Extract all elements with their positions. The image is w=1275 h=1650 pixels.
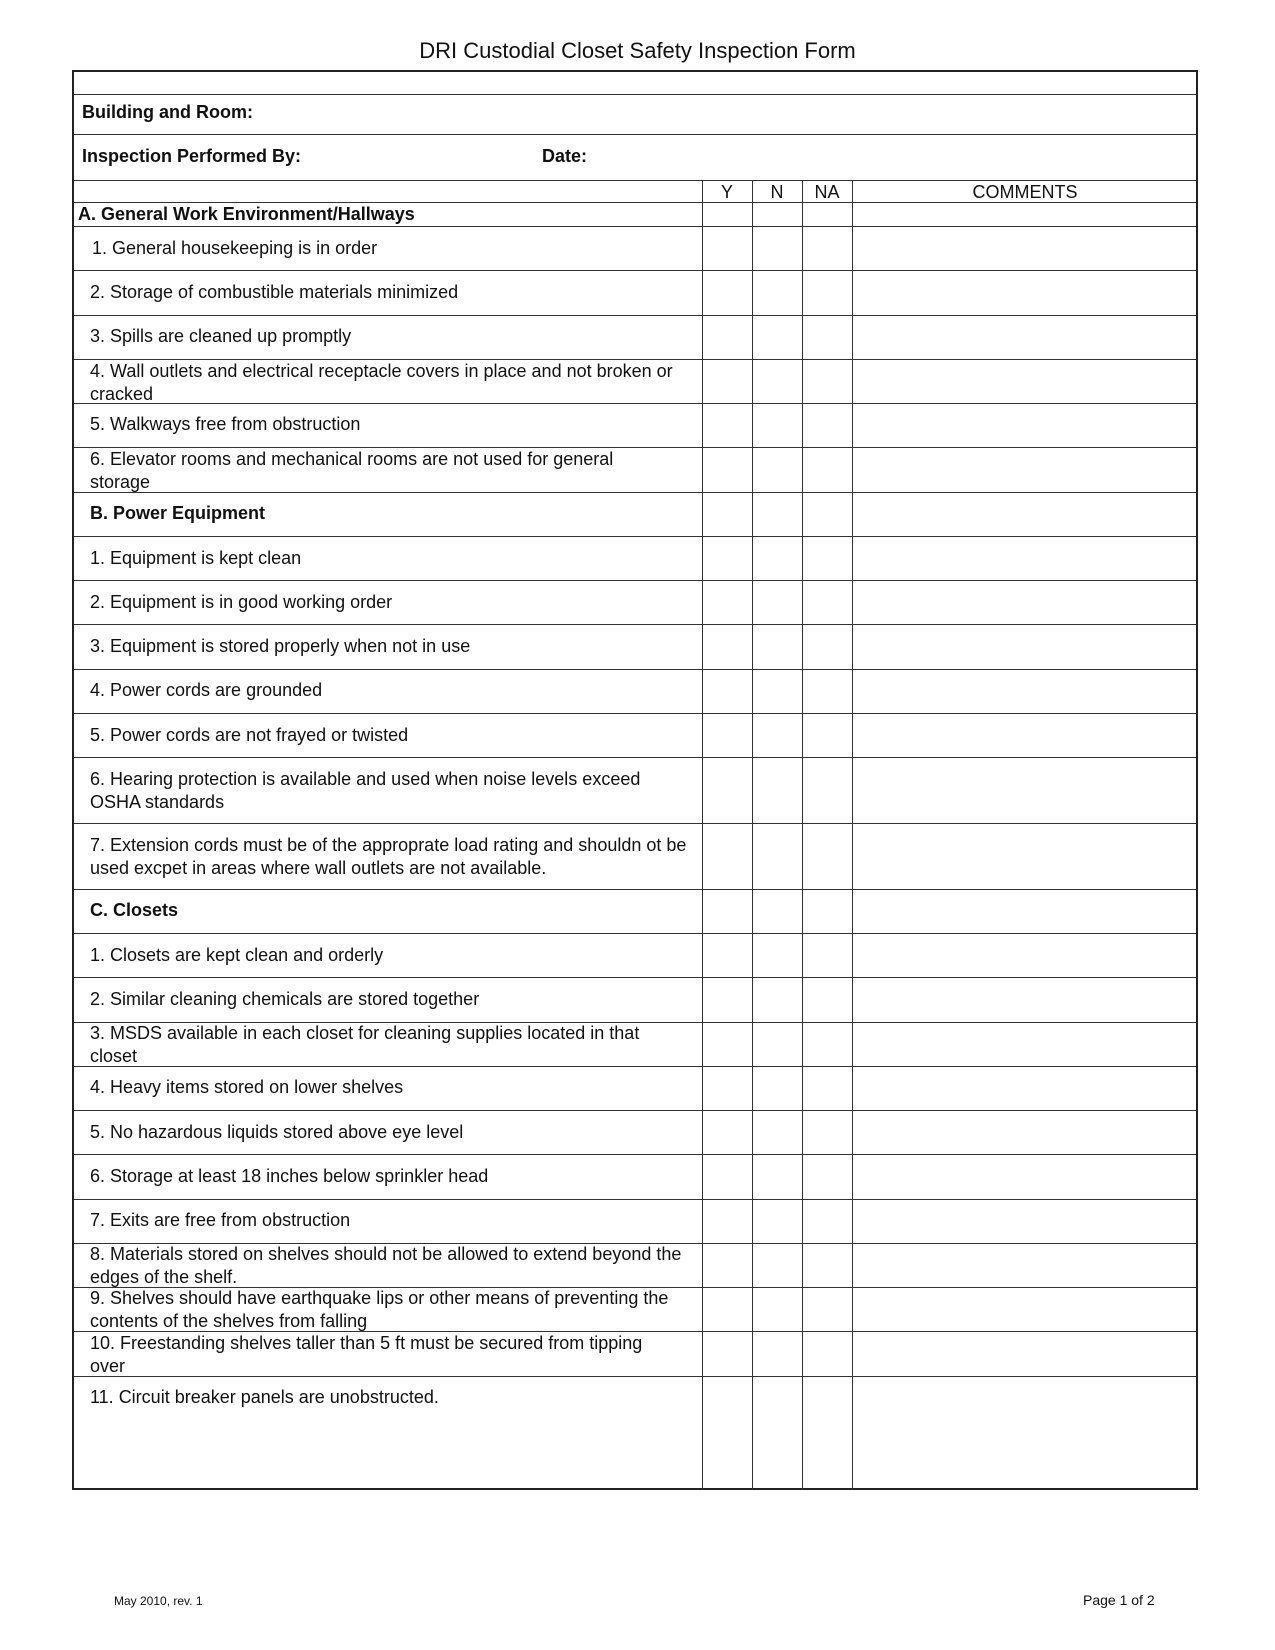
checklist-item-a4: 4. Wall outlets and electrical receptacle covers in place and not broken or cracked — [90, 361, 673, 404]
checklist-item-c8: 8. Materials stored on shelves should not be allowed to extend beyond the edges of the shelf. — [90, 1244, 682, 1287]
section-title-b: B. Power Equipment — [90, 503, 266, 523]
date-label: Date: — [542, 146, 588, 166]
row-divider — [74, 713, 1196, 714]
row-divider — [74, 1199, 1196, 1200]
row-divider — [74, 134, 1196, 135]
checklist-item-a3: 3. Spills are cleaned up promptly — [90, 326, 352, 346]
row-divider — [74, 492, 1196, 493]
revision-note: May 2010, rev. 1 — [114, 1594, 203, 1608]
column-divider — [752, 180, 753, 1490]
section-title-a: A. General Work Environment/Hallways — [78, 204, 415, 224]
checklist-item-c4: 4. Heavy items stored on lower shelves — [90, 1077, 404, 1097]
row-divider — [74, 1154, 1196, 1155]
row-divider — [74, 403, 1196, 404]
checklist-item-c1: 1. Closets are kept clean and orderly — [90, 945, 384, 965]
page-number: Page 1 of 2 — [1083, 1592, 1155, 1608]
checklist-item-b4: 4. Power cords are grounded — [90, 680, 323, 700]
row-divider — [74, 624, 1196, 625]
checklist-item-c9: 9. Shelves should have earthquake lips or other means of preventing the contents of the shelves from falling — [90, 1288, 669, 1331]
inspected-by-label: Inspection Performed By: — [82, 146, 302, 166]
column-divider — [852, 180, 853, 1490]
column-header-na: NA — [814, 182, 840, 202]
checklist-item-b3: 3. Equipment is stored properly when not in use — [90, 636, 471, 656]
checklist-item-a6: 6. Elevator rooms and mechanical rooms are not used for general storage — [90, 449, 614, 492]
checklist-item-b2: 2. Equipment is in good working order — [90, 592, 393, 612]
row-divider — [74, 823, 1196, 824]
row-divider — [74, 270, 1196, 271]
checklist-item-c3: 3. MSDS available in each closet for cleaning supplies located in that closet — [90, 1023, 640, 1066]
checklist-item-b7: 7. Extension cords must be of the approprate load rating and shouldn ot be used excpet in areas where wall outlets are not available. — [90, 835, 687, 878]
checklist-item-c10: 10. Freestanding shelves taller than 5 ft must be secured from tipping over — [90, 1333, 643, 1376]
form-title: DRI Custodial Closet Safety Inspection Form — [419, 38, 856, 63]
row-divider — [74, 757, 1196, 758]
checklist-item-c6: 6. Storage at least 18 inches below sprinkler head — [90, 1166, 489, 1186]
building-room-label: Building and Room: — [82, 102, 253, 122]
inspection-form — [72, 70, 1198, 1490]
checklist-item-c5: 5. No hazardous liquids stored above eye level — [90, 1122, 464, 1142]
row-divider — [74, 1066, 1196, 1067]
column-header-y: Y — [720, 182, 733, 202]
section-title-c: C. Closets — [90, 900, 179, 920]
checklist-item-a2: 2. Storage of combustible materials minimized — [90, 282, 459, 302]
checklist-item-a1: 1. General housekeeping is in order — [92, 238, 378, 258]
column-divider — [702, 180, 703, 1490]
row-divider — [74, 580, 1196, 581]
checklist-item-b5: 5. Power cords are not frayed or twisted — [90, 725, 409, 745]
row-divider — [74, 889, 1196, 890]
column-header-comments: COMMENTS — [972, 182, 1078, 202]
checklist-item-a5: 5. Walkways free from obstruction — [90, 414, 361, 434]
row-divider — [74, 933, 1196, 934]
row-divider — [74, 226, 1196, 227]
row-divider — [74, 536, 1196, 537]
row-divider — [74, 669, 1196, 670]
checklist-item-b1: 1. Equipment is kept clean — [90, 548, 302, 568]
row-divider — [74, 315, 1196, 316]
row-divider — [74, 94, 1196, 95]
checklist-item-c7: 7. Exits are free from obstruction — [90, 1210, 351, 1230]
row-divider — [74, 977, 1196, 978]
column-divider — [802, 180, 803, 1490]
column-header-n: N — [770, 182, 784, 202]
checklist-item-c2: 2. Similar cleaning chemicals are stored together — [90, 989, 480, 1009]
row-divider — [74, 1110, 1196, 1111]
checklist-item-c11: 11. Circuit breaker panels are unobstructed. — [90, 1387, 439, 1407]
checklist-item-b6: 6. Hearing protection is available and used when noise levels exceed OSHA standards — [90, 769, 641, 812]
row-divider — [74, 1376, 1196, 1377]
